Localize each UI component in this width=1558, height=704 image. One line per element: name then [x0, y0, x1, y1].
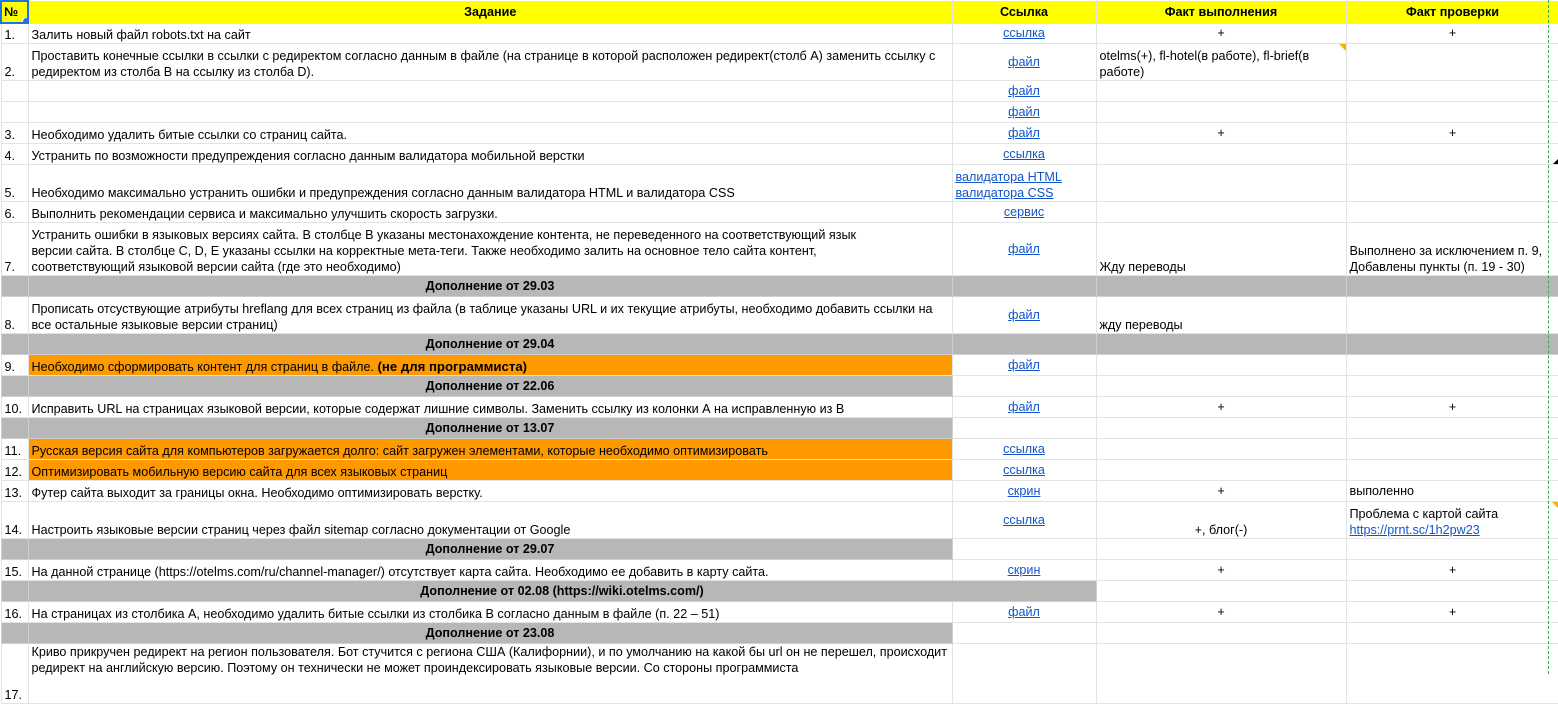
- done-cell[interactable]: [1096, 354, 1346, 375]
- done-cell[interactable]: [1096, 459, 1346, 480]
- section-num-cell[interactable]: [1, 275, 28, 296]
- link-cell[interactable]: [952, 354, 1096, 375]
- section-row: [1, 622, 1558, 643]
- table-row: [1, 80, 1558, 101]
- check-cell[interactable]: [1346, 559, 1558, 580]
- selection-handle[interactable]: [22, 17, 28, 23]
- section-done-cell[interactable]: [1096, 622, 1346, 643]
- link-cell[interactable]: [952, 480, 1096, 501]
- row-link[interactable]: скрин: [1007, 483, 1041, 498]
- task-text: Залить новый файл robots.txt на сайт: [31, 27, 251, 42]
- row-number-cell[interactable]: 6.: [1, 201, 28, 222]
- section-check-cell[interactable]: [1346, 375, 1558, 396]
- task-cell[interactable]: [28, 101, 952, 122]
- section-check-cell[interactable]: [1346, 622, 1558, 643]
- link-cell[interactable]: [952, 438, 1096, 459]
- row-link[interactable]: файл: [1008, 83, 1040, 98]
- done-cell[interactable]: otelms(+), fl-hotel(в работе), fl-brief(в работе): [1096, 43, 1346, 80]
- done-cell[interactable]: +: [1096, 601, 1346, 622]
- link-cell[interactable]: [952, 559, 1096, 580]
- header-task-cell[interactable]: Задание: [28, 1, 952, 23]
- table-row: [1, 296, 1558, 333]
- section-done-cell[interactable]: [1096, 375, 1346, 396]
- row-number-cell[interactable]: 12.: [1, 459, 28, 480]
- section-num-cell[interactable]: [1, 538, 28, 559]
- task-cell[interactable]: [28, 80, 952, 101]
- section-link-cell[interactable]: [952, 375, 1096, 396]
- done-cell[interactable]: жду переводы: [1096, 296, 1346, 333]
- done-cell[interactable]: [1096, 80, 1346, 101]
- done-cell[interactable]: Жду переводы: [1096, 222, 1346, 275]
- row-number-cell[interactable]: [1, 101, 28, 122]
- done-cell[interactable]: +: [1096, 559, 1346, 580]
- check-text: Проблема с картой сайта: [1349, 506, 1499, 521]
- task-text: Устранить ошибки в языковых версиях сайта. В столбце B указаны местонахождение контента, не переведенного на соответствующий язык версии сайта. В столбце C, D, E указаны ссылки на корректные мета-теги. Также необходимо залить на основное тело сайта контент, соответствующий языковой версии сайта (где это необходимо): [31, 227, 857, 274]
- task-cell[interactable]: [28, 354, 952, 375]
- row-link[interactable]: файл: [1008, 104, 1040, 119]
- task-text: Необходимо сформировать контент для страниц в файле.: [31, 359, 374, 374]
- row-link[interactable]: файл: [1008, 307, 1040, 322]
- row-link[interactable]: ссылка: [1003, 26, 1045, 40]
- check-cell[interactable]: [1346, 601, 1558, 622]
- check-cell[interactable]: [1346, 80, 1558, 101]
- link-cell[interactable]: [952, 143, 1096, 164]
- table-row: [1, 480, 1558, 501]
- task-note-bold: (не для программиста): [377, 358, 528, 374]
- table-row: [1, 201, 1558, 222]
- section-link-cell[interactable]: [952, 333, 1096, 354]
- check-text: +: [1448, 125, 1457, 140]
- task-cell[interactable]: [28, 222, 952, 275]
- header-done-cell[interactable]: Факт выполнения: [1096, 1, 1346, 23]
- table-row: [1, 459, 1558, 480]
- validator-link[interactable]: валидатора CSS: [955, 185, 1054, 200]
- validator-link[interactable]: валидатора HTML: [955, 169, 1062, 184]
- task-cell[interactable]: [28, 23, 952, 43]
- table-row: [1, 164, 1558, 201]
- row-link[interactable]: ссылка: [1003, 462, 1045, 477]
- task-text: Прописать отсуствующие атрибуты hreflang для всех страниц из файла (в таблице указаны URL и их текущие атрибуты, необходимо добавить ссылки на все остальные языковые версии страниц): [31, 301, 933, 332]
- task-text: Русская версия сайта для компьютеров загружается долго: сайт загружен элементами, которые необходимо оптимизировать: [31, 443, 768, 458]
- done-cell[interactable]: +: [1096, 122, 1346, 143]
- header-num-cell[interactable]: [1, 1, 28, 23]
- row-number-cell[interactable]: 1.: [1, 23, 28, 43]
- row-link[interactable]: ссылка: [1003, 441, 1045, 456]
- row-link[interactable]: ссылка: [1003, 512, 1045, 527]
- section-title[interactable]: Дополнение от 29.03: [28, 275, 952, 296]
- row-number-cell[interactable]: 17.: [1, 643, 28, 703]
- section-check-cell[interactable]: [1346, 538, 1558, 559]
- check-cell[interactable]: [1346, 101, 1558, 122]
- row-number-cell[interactable]: 4.: [1, 143, 28, 164]
- row-number-cell[interactable]: 15.: [1, 559, 28, 580]
- section-title[interactable]: Дополнение от 23.08: [28, 622, 952, 643]
- section-num-cell[interactable]: [1, 333, 28, 354]
- section-done-cell[interactable]: [1096, 417, 1346, 438]
- table-row: [1, 101, 1558, 122]
- check-text: +: [1448, 604, 1457, 619]
- table-row: [1, 354, 1558, 375]
- row-link[interactable]: файл: [1008, 54, 1040, 69]
- link-cell[interactable]: [952, 101, 1096, 122]
- row-link[interactable]: файл: [1008, 125, 1040, 140]
- page-break-line: [1548, 0, 1549, 674]
- done-cell[interactable]: +, блог(-): [1096, 501, 1346, 538]
- table-row: [1, 559, 1558, 580]
- check-cell[interactable]: [1346, 438, 1558, 459]
- task-cell[interactable]: [28, 480, 952, 501]
- section-done-cell[interactable]: [1096, 580, 1346, 601]
- table-row: [1, 438, 1558, 459]
- task-cell[interactable]: [28, 43, 952, 80]
- table-row: [1, 501, 1558, 538]
- link-cell[interactable]: [952, 43, 1096, 80]
- done-cell[interactable]: +: [1096, 23, 1346, 43]
- link-cell[interactable]: [952, 23, 1096, 43]
- task-cell[interactable]: [28, 601, 952, 622]
- task-cell[interactable]: [28, 459, 952, 480]
- task-cell[interactable]: [28, 164, 952, 201]
- table-row: [1, 601, 1558, 622]
- done-cell[interactable]: +: [1096, 480, 1346, 501]
- check-cell[interactable]: [1346, 480, 1558, 501]
- section-num-cell[interactable]: [1, 375, 28, 396]
- row-link[interactable]: скрин: [1007, 562, 1041, 577]
- row-number-cell[interactable]: 8.: [1, 296, 28, 333]
- section-check-cell[interactable]: [1346, 580, 1558, 601]
- task-text: Исправить URL на страницах языковой версии, которые содержат лишние символы. Заменить ссылку из колонки А на исправленную из B: [31, 401, 845, 416]
- task-cell[interactable]: [28, 201, 952, 222]
- section-row: [1, 333, 1558, 354]
- section-num-cell[interactable]: [1, 417, 28, 438]
- header-check-cell[interactable]: Факт проверки: [1346, 1, 1558, 23]
- done-cell[interactable]: [1096, 101, 1346, 122]
- task-cell[interactable]: [28, 396, 952, 417]
- link-cell[interactable]: [952, 201, 1096, 222]
- section-row: [1, 275, 1558, 296]
- row-link[interactable]: файл: [1008, 241, 1040, 256]
- link-cell[interactable]: [952, 643, 1096, 703]
- done-cell[interactable]: [1096, 438, 1346, 459]
- task-text: Настроить языковые версии страниц через файл sitemap согласно документации от Google: [31, 522, 571, 537]
- section-num-cell[interactable]: [1, 622, 28, 643]
- section-done-cell[interactable]: [1096, 538, 1346, 559]
- task-text: Оптимизировать мобильную версию сайта для всех языковых страниц: [31, 464, 448, 479]
- check-cell[interactable]: [1346, 164, 1558, 201]
- check-cell[interactable]: [1346, 222, 1558, 275]
- header-num-label: №: [4, 5, 19, 19]
- task-text: На страницах из столбика А, необходимо удалить битые ссылки из столбика B согласно данным в файле (п. 22 – 51): [31, 606, 720, 621]
- check-text: +: [1448, 562, 1457, 577]
- section-link-cell[interactable]: [952, 275, 1096, 296]
- task-text: Устранить по возможности предупреждения согласно данным валидатора мобильной верстки: [31, 148, 585, 163]
- check-cell[interactable]: [1346, 201, 1558, 222]
- link-cell[interactable]: [952, 501, 1096, 538]
- sheet-body: [1, 23, 1558, 703]
- row-number-cell[interactable]: 2.: [1, 43, 28, 80]
- done-cell[interactable]: [1096, 143, 1346, 164]
- row-number-cell[interactable]: 16.: [1, 601, 28, 622]
- done-cell[interactable]: [1096, 164, 1346, 201]
- check-cell[interactable]: [1346, 501, 1558, 538]
- table-row: [1, 43, 1558, 80]
- table-row: [1, 643, 1558, 703]
- row-link[interactable]: файл: [1008, 399, 1040, 414]
- section-done-cell[interactable]: [1096, 275, 1346, 296]
- task-text: Криво прикручен редирект на регион пользователя. Бот стучится с региона США (Калифорнии), и по умолчанию на какой бы url он не перешел, происходит редирект на английскую версию. Поэтому он технически не может проиндексировать языковые версии. Со стороны программиста: [31, 644, 947, 675]
- task-text: На данной странице (https://otelms.com/ru/channel-manager/) отсутствует карта сайта. Необходимо ее добавить в карту сайта.: [31, 564, 769, 579]
- row-number-cell[interactable]: 10.: [1, 396, 28, 417]
- section-title[interactable]: Дополнение от 13.07: [28, 417, 952, 438]
- task-cell[interactable]: [28, 143, 952, 164]
- table-row: [1, 122, 1558, 143]
- section-row: [1, 375, 1558, 396]
- check-text: +: [1448, 26, 1457, 40]
- done-cell[interactable]: [1096, 643, 1346, 703]
- section-row: [1, 538, 1558, 559]
- link-cell[interactable]: [952, 80, 1096, 101]
- task-text: Футер сайта выходит за границы окна. Необходимо оптимизировать верстку.: [31, 485, 483, 500]
- section-link-cell[interactable]: [952, 538, 1096, 559]
- done-cell[interactable]: [1096, 201, 1346, 222]
- check-cell[interactable]: [1346, 43, 1558, 80]
- check-cell[interactable]: [1346, 296, 1558, 333]
- task-cell[interactable]: [28, 438, 952, 459]
- table-row: [1, 143, 1558, 164]
- task-cell[interactable]: [28, 122, 952, 143]
- section-link-cell[interactable]: [952, 622, 1096, 643]
- task-text: Необходимо удалить битые ссылки со страниц сайта.: [31, 127, 348, 142]
- section-num-cell[interactable]: [1, 580, 28, 601]
- section-row: [1, 580, 1558, 601]
- section-title[interactable]: Дополнение от 29.07: [28, 538, 952, 559]
- row-number-cell[interactable]: 7.: [1, 222, 28, 275]
- check-cell[interactable]: [1346, 459, 1558, 480]
- task-cell[interactable]: [28, 501, 952, 538]
- section-title[interactable]: Дополнение от 29.04: [28, 333, 952, 354]
- link-cell[interactable]: [952, 396, 1096, 417]
- link-cell[interactable]: [952, 601, 1096, 622]
- link-cell[interactable]: [952, 164, 1096, 201]
- row-number-cell[interactable]: [1, 80, 28, 101]
- section-title[interactable]: Дополнение от 02.08 (https://wiki.otelms.com/): [28, 580, 1096, 601]
- row-link[interactable]: файл: [1008, 604, 1040, 619]
- section-link-cell[interactable]: [952, 417, 1096, 438]
- section-check-cell[interactable]: [1346, 417, 1558, 438]
- table-row: [1, 396, 1558, 417]
- table-row: [1, 222, 1558, 275]
- task-text: Необходимо максимально устранить ошибки и предупреждения согласно данным валидатора HTML и валидатора CSS: [31, 185, 735, 200]
- check-cell[interactable]: [1346, 643, 1558, 703]
- row-number-cell[interactable]: 5.: [1, 164, 28, 201]
- check-text: Выполнено за исключением п. 9, Добавлены пункты (п. 19 - 30): [1349, 243, 1543, 274]
- row-link[interactable]: ссылка: [1003, 146, 1045, 161]
- task-cell[interactable]: [28, 643, 952, 703]
- row-number-cell[interactable]: 14.: [1, 501, 28, 538]
- check-cell[interactable]: [1346, 122, 1558, 143]
- table-row: [1, 23, 1558, 43]
- check-text: выполенно: [1349, 483, 1415, 498]
- check-cell[interactable]: [1346, 23, 1558, 43]
- link-cell[interactable]: [952, 459, 1096, 480]
- row-link[interactable]: файл: [1008, 357, 1040, 372]
- header-row: [1, 1, 1558, 23]
- check-cell[interactable]: [1346, 143, 1558, 164]
- header-link-cell[interactable]: Ссылка: [952, 1, 1096, 23]
- section-row: [1, 417, 1558, 438]
- section-check-cell[interactable]: [1346, 275, 1558, 296]
- task-text: Проставить конечные ссылки в ссылки с редиректом согласно данным в файле (на странице в которой расположен редирект(столб А) заменить ссылку с редиректом из столба B на ссылку из столба D).: [31, 48, 936, 79]
- done-cell[interactable]: +: [1096, 396, 1346, 417]
- task-text: Выполнить рекомендации сервиса и максимально улучшить скорость загрузки.: [31, 206, 498, 221]
- section-check-cell[interactable]: [1346, 333, 1558, 354]
- link-cell[interactable]: [952, 122, 1096, 143]
- section-done-cell[interactable]: [1096, 333, 1346, 354]
- row-link[interactable]: сервис: [1003, 204, 1045, 219]
- row-number-cell[interactable]: 13.: [1, 480, 28, 501]
- check-cell[interactable]: [1346, 396, 1558, 417]
- row-number-cell[interactable]: 11.: [1, 438, 28, 459]
- section-title[interactable]: Дополнение от 22.06: [28, 375, 952, 396]
- link-cell[interactable]: [952, 222, 1096, 275]
- screenshot-link[interactable]: https://prnt.sc/1h2pw23: [1349, 522, 1480, 537]
- row-number-cell[interactable]: 3.: [1, 122, 28, 143]
- check-text: +: [1448, 399, 1457, 414]
- task-cell[interactable]: [28, 559, 952, 580]
- task-cell[interactable]: [28, 296, 952, 333]
- row-number-cell[interactable]: 9.: [1, 354, 28, 375]
- link-cell[interactable]: [952, 296, 1096, 333]
- check-cell[interactable]: [1346, 354, 1558, 375]
